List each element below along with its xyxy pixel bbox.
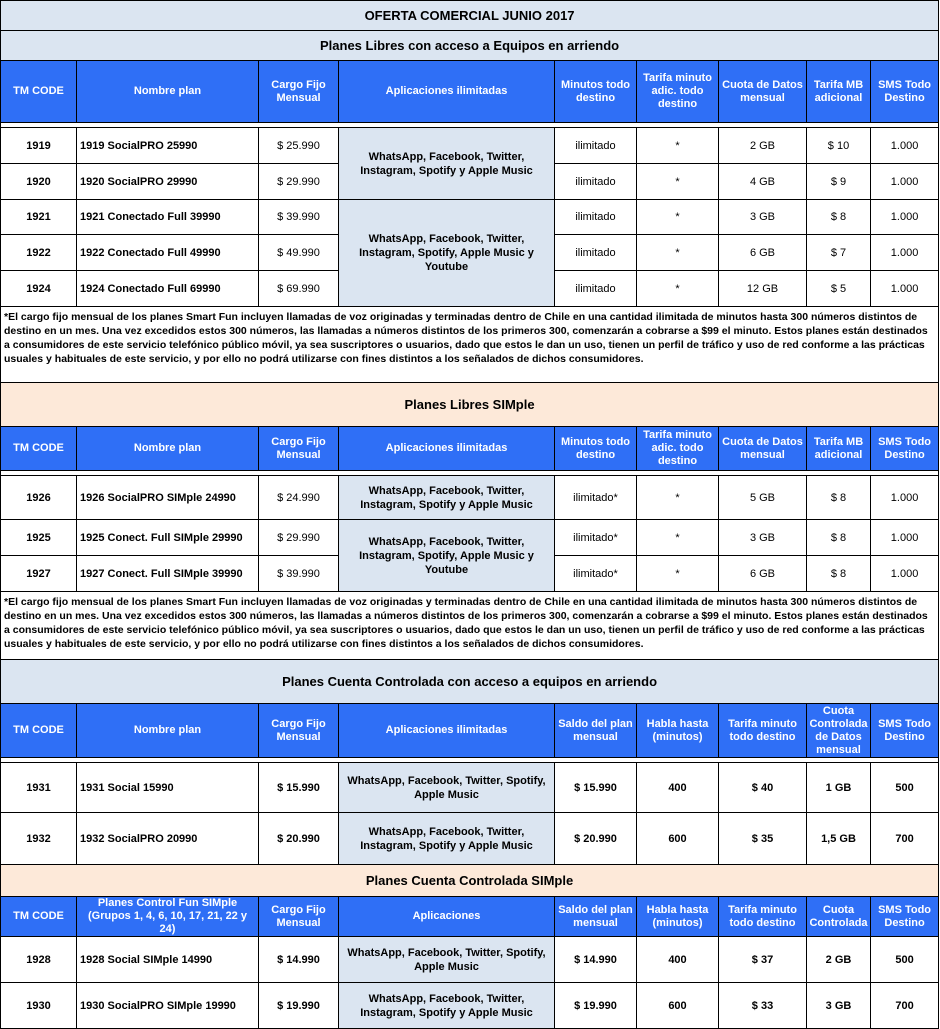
column-header: SMS Todo Destino [871, 61, 939, 123]
tarifa-mb: $ 8 [807, 556, 871, 592]
cuota-datos: 4 GB [719, 164, 807, 200]
column-header: Habla hasta (minutos) [637, 897, 719, 937]
plan-name: 1931 Social 15990 [77, 763, 259, 813]
page-title: OFERTA COMERCIAL JUNIO 2017 [1, 1, 939, 31]
apps-cell: WhatsApp, Facebook, Twitter, Spotify, Apple Music [339, 937, 555, 983]
column-header: Saldo del plan mensual [555, 897, 637, 937]
tm-code: 1931 [1, 763, 77, 813]
column-header: Habla hasta (minutos) [637, 704, 719, 758]
apps-cell: WhatsApp, Facebook, Twitter, Spotify, Apple Music [339, 763, 555, 813]
tm-code: 1925 [1, 520, 77, 556]
saldo: $ 19.990 [555, 983, 637, 1029]
plan-name: 1919 SocialPRO 25990 [77, 128, 259, 164]
tarifa-minuto: $ 37 [719, 937, 807, 983]
column-header: Tarifa MB adicional [807, 427, 871, 471]
cuota-datos: 3 GB [807, 983, 871, 1029]
column-header: Planes Control Fun SIMple (Grupos 1, 4, 6, 10, 17, 21, 22 y 24) [77, 897, 259, 937]
tarifa-minuto: * [637, 556, 719, 592]
tarifa-minuto: * [637, 235, 719, 271]
column-header: Cuota de Datos mensual [719, 427, 807, 471]
plan-name: 1925 Conect. Full SIMple 29990 [77, 520, 259, 556]
tarifa-minuto: $ 35 [719, 813, 807, 865]
minutos: ilimitado [555, 164, 637, 200]
plan-name: 1926 SocialPRO SIMple 24990 [77, 476, 259, 520]
cargo-fijo: $ 39.990 [259, 556, 339, 592]
column-header: Minutos todo destino [555, 61, 637, 123]
tm-code: 1924 [1, 271, 77, 307]
cargo-fijo: $ 24.990 [259, 476, 339, 520]
column-header: Nombre plan [77, 427, 259, 471]
table-row [1, 200, 939, 235]
tarifa-minuto: $ 40 [719, 763, 807, 813]
sms: 1.000 [871, 235, 939, 271]
column-header: SMS Todo Destino [871, 897, 939, 937]
column-header: Nombre plan [77, 704, 259, 758]
section-title: Planes Libres con acceso a Equipos en arriendo [1, 31, 939, 61]
tarifa-mb: $ 9 [807, 164, 871, 200]
section-title: Planes Cuenta Controlada SIMple [1, 865, 939, 897]
column-header: TM CODE [1, 427, 77, 471]
sms: 700 [871, 983, 939, 1029]
column-header: SMS Todo Destino [871, 427, 939, 471]
table-row [1, 476, 939, 520]
column-header: Aplicaciones ilimitadas [339, 427, 555, 471]
column-header: Aplicaciones ilimitadas [339, 61, 555, 123]
section-title: Planes Libres SIMple [1, 383, 939, 427]
tm-code: 1928 [1, 937, 77, 983]
column-header: TM CODE [1, 897, 77, 937]
sms: 700 [871, 813, 939, 865]
apps-cell: WhatsApp, Facebook, Twitter, Instagram, Spotify y Apple Music [339, 813, 555, 865]
table-row [1, 937, 939, 983]
saldo: $ 14.990 [555, 937, 637, 983]
sms: 500 [871, 763, 939, 813]
column-header: TM CODE [1, 61, 77, 123]
apps-cell: WhatsApp, Facebook, Twitter, Instagram, Spotify y Apple Music [339, 476, 555, 520]
tarifa-mb: $ 8 [807, 200, 871, 235]
plan-name: 1924 Conectado Full 69990 [77, 271, 259, 307]
section-title: Planes Cuenta Controlada con acceso a equipos en arriendo [1, 660, 939, 704]
cuota-datos: 3 GB [719, 520, 807, 556]
plan-name: 1930 SocialPRO SIMple 19990 [77, 983, 259, 1029]
tm-code: 1932 [1, 813, 77, 865]
cargo-fijo: $ 20.990 [259, 813, 339, 865]
column-header: Cuota Controlada [807, 897, 871, 937]
apps-cell: WhatsApp, Facebook, Twitter, Instagram, Spotify y Apple Music [339, 983, 555, 1029]
habla-hasta: 600 [637, 983, 719, 1029]
column-header: Tarifa minuto todo destino [719, 704, 807, 758]
plan-name: 1932 SocialPRO 20990 [77, 813, 259, 865]
apps-cell: WhatsApp, Facebook, Twitter, Instagram, Spotify, Apple Music y Youtube [339, 200, 555, 307]
cargo-fijo: $ 29.990 [259, 164, 339, 200]
table-row [1, 763, 939, 813]
minutos: ilimitado* [555, 476, 637, 520]
minutos: ilimitado [555, 235, 637, 271]
column-header: Cargo Fijo Mensual [259, 427, 339, 471]
column-header: Aplicaciones [339, 897, 555, 937]
habla-hasta: 400 [637, 937, 719, 983]
tm-code: 1919 [1, 128, 77, 164]
cargo-fijo: $ 19.990 [259, 983, 339, 1029]
table-row [1, 813, 939, 865]
column-header: Cuota Controlada de Datos mensual [807, 704, 871, 758]
column-header: Cargo Fijo Mensual [259, 897, 339, 937]
tarifa-minuto: * [637, 200, 719, 235]
cuota-datos: 3 GB [719, 200, 807, 235]
tm-code: 1920 [1, 164, 77, 200]
column-header: Minutos todo destino [555, 427, 637, 471]
tarifa-minuto: $ 33 [719, 983, 807, 1029]
table-row [1, 128, 939, 164]
habla-hasta: 400 [637, 763, 719, 813]
tarifa-mb: $ 5 [807, 271, 871, 307]
tm-code: 1922 [1, 235, 77, 271]
column-header: Cargo Fijo Mensual [259, 704, 339, 758]
column-header: Saldo del plan mensual [555, 704, 637, 758]
cuota-datos: 12 GB [719, 271, 807, 307]
tm-code: 1927 [1, 556, 77, 592]
column-header: Tarifa minuto todo destino [719, 897, 807, 937]
column-header: Tarifa minuto adic. todo destino [637, 427, 719, 471]
cargo-fijo: $ 39.990 [259, 200, 339, 235]
sms: 1.000 [871, 476, 939, 520]
plan-name: 1927 Conect. Full SIMple 39990 [77, 556, 259, 592]
tarifa-minuto: * [637, 476, 719, 520]
column-header: Aplicaciones ilimitadas [339, 704, 555, 758]
cargo-fijo: $ 14.990 [259, 937, 339, 983]
tarifa-mb: $ 10 [807, 128, 871, 164]
sms: 1.000 [871, 271, 939, 307]
cargo-fijo: $ 29.990 [259, 520, 339, 556]
sms: 500 [871, 937, 939, 983]
tarifa-minuto: * [637, 128, 719, 164]
cuota-datos: 1,5 GB [807, 813, 871, 865]
column-header: Nombre plan [77, 61, 259, 123]
cuota-datos: 5 GB [719, 476, 807, 520]
column-header: SMS Todo Destino [871, 704, 939, 758]
cargo-fijo: $ 69.990 [259, 271, 339, 307]
footnote: *El cargo fijo mensual de los planes Smart Fun incluyen llamadas de voz originadas y terminadas dentro de Chile en una cantidad ilimitada de minutos hasta 300 números distintos de destino en un mes. Una vez excedidos estos 300 números, las llamadas a números distintos de los primeros 300, comenzarán a cobrarse a $99 el minuto. Estos planes están destinados a consumidores de este servicio telefónico público móvil, ya sea suscriptores o usuarios, dado que estos le dan un uso, tienen un perfil de tráfico y uso de red conforme a las prácticas usuales y habituales de este servicio, y por ello no podrá utilizarse con fines distintos a los señalados de dichos consumidores. [1, 592, 939, 660]
cargo-fijo: $ 49.990 [259, 235, 339, 271]
plan-name: 1922 Conectado Full 49990 [77, 235, 259, 271]
apps-cell: WhatsApp, Facebook, Twitter, Instagram, Spotify y Apple Music [339, 128, 555, 200]
apps-cell: WhatsApp, Facebook, Twitter, Instagram, Spotify, Apple Music y Youtube [339, 520, 555, 592]
tarifa-minuto: * [637, 164, 719, 200]
footnote: *El cargo fijo mensual de los planes Smart Fun incluyen llamadas de voz originadas y terminadas dentro de Chile en una cantidad ilimitada de minutos hasta 300 números distintos de destino en un mes. Una vez excedidos estos 300 números, las llamadas a números distintos de los primeros 300, comenzarán a cobrarse a $99 el minuto. Estos planes están destinados a consumidores de este servicio telefónico público móvil, ya sea suscriptores o usuarios, dado que estos le dan un uso, tienen un perfil de tráfico y uso de red conforme a las prácticas usuales y habituales de este servicio, y por ello no podrá utilizarse con fines distintos a los señalados de dichos consumidores. [1, 307, 939, 383]
cuota-datos: 2 GB [719, 128, 807, 164]
tarifa-minuto: * [637, 271, 719, 307]
tarifa-mb: $ 8 [807, 520, 871, 556]
tarifa-mb: $ 7 [807, 235, 871, 271]
table-row [1, 983, 939, 1029]
cargo-fijo: $ 15.990 [259, 763, 339, 813]
cargo-fijo: $ 25.990 [259, 128, 339, 164]
sms: 1.000 [871, 164, 939, 200]
saldo: $ 15.990 [555, 763, 637, 813]
sms: 1.000 [871, 128, 939, 164]
minutos: ilimitado [555, 200, 637, 235]
cuota-datos: 6 GB [719, 235, 807, 271]
tm-code: 1926 [1, 476, 77, 520]
habla-hasta: 600 [637, 813, 719, 865]
minutos: ilimitado* [555, 556, 637, 592]
table-row [1, 520, 939, 556]
minutos: ilimitado [555, 271, 637, 307]
column-header: TM CODE [1, 704, 77, 758]
sms: 1.000 [871, 200, 939, 235]
tarifa-minuto: * [637, 520, 719, 556]
tm-code: 1921 [1, 200, 77, 235]
saldo: $ 20.990 [555, 813, 637, 865]
minutos: ilimitado* [555, 520, 637, 556]
cuota-datos: 6 GB [719, 556, 807, 592]
column-header: Tarifa minuto adic. todo destino [637, 61, 719, 123]
minutos: ilimitado [555, 128, 637, 164]
plan-name: 1928 Social SIMple 14990 [77, 937, 259, 983]
plan-name: 1921 Conectado Full 39990 [77, 200, 259, 235]
plan-name: 1920 SocialPRO 29990 [77, 164, 259, 200]
sms: 1.000 [871, 556, 939, 592]
tm-code: 1930 [1, 983, 77, 1029]
cuota-datos: 1 GB [807, 763, 871, 813]
sms: 1.000 [871, 520, 939, 556]
cuota-datos: 2 GB [807, 937, 871, 983]
tarifa-mb: $ 8 [807, 476, 871, 520]
column-header: Cargo Fijo Mensual [259, 61, 339, 123]
column-header: Tarifa MB adicional [807, 61, 871, 123]
column-header: Cuota de Datos mensual [719, 61, 807, 123]
